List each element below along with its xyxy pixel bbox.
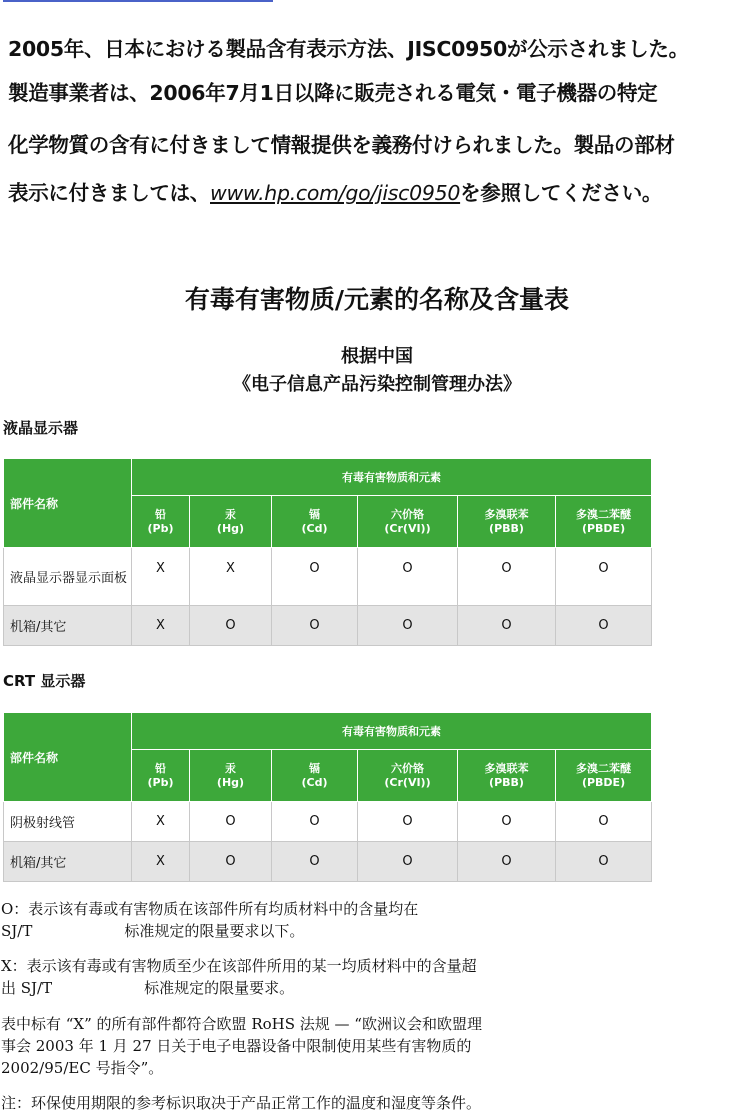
cell-value: O bbox=[458, 802, 556, 842]
table-row bbox=[4, 606, 652, 646]
note-rohs-line-1: 表中标有 “X” 的所有部件都符合欧盟 RoHS 法规 — “欧洲议会和欧盟理 bbox=[1, 1015, 482, 1033]
hazard-table-crt bbox=[3, 712, 652, 882]
cell-value: O bbox=[458, 548, 556, 606]
note-rohs-line-3: 2002/95/EC 号指令”。 bbox=[1, 1059, 164, 1077]
jp-notice-line-3: 化学物質の含有に付きまして情報提供を義務付けられました。製品の部材 bbox=[8, 133, 675, 157]
col-header-cd: 镉 (Cd) bbox=[272, 496, 358, 548]
section-title-lcd: 液晶显示器 bbox=[3, 419, 79, 437]
jisc-link[interactable]: www.hp.com/go/jisc0950 bbox=[210, 181, 461, 205]
cell-value: X bbox=[132, 842, 190, 882]
cell-value: O bbox=[358, 802, 458, 842]
col-header-cd: 镉 (Cd) bbox=[272, 750, 358, 802]
note-o-line-2: SJ/T 标准规定的限量要求以下。 bbox=[1, 922, 305, 940]
cell-value: X bbox=[190, 548, 272, 606]
cell-value: O bbox=[556, 548, 652, 606]
cell-value: O bbox=[556, 802, 652, 842]
cell-value: O bbox=[272, 606, 358, 646]
header-part-name: 部件名称 bbox=[4, 459, 132, 548]
section-title-crt: CRT 显示器 bbox=[3, 672, 86, 690]
note-x-line-2: 出 SJ/T 标准规定的限量要求。 bbox=[1, 979, 295, 997]
table-row bbox=[4, 548, 652, 606]
row-name: 机箱/其它 bbox=[4, 606, 132, 646]
jp-notice-line-4 bbox=[8, 176, 748, 206]
hazard-table-lcd bbox=[3, 458, 652, 646]
cell-value: O bbox=[272, 842, 358, 882]
subtitle-line-1: 根据中国 bbox=[341, 346, 413, 367]
jp-notice-suffix: を参照してください。 bbox=[460, 181, 663, 205]
jp-notice-line-2: 製造事業者は、2006年7月1日以降に販売される電気・電子機器の特定 bbox=[8, 81, 658, 105]
col-header-pb: 铅 (Pb) bbox=[132, 496, 190, 548]
col-header-pbb: 多溴联苯 (PBB) bbox=[458, 496, 556, 548]
header-part-name: 部件名称 bbox=[4, 713, 132, 802]
note-x-line-1: X：表示该有毒或有害物质至少在该部件所用的某一均质材料中的含量超 bbox=[1, 957, 477, 975]
cell-value: X bbox=[132, 802, 190, 842]
table-row bbox=[4, 842, 652, 882]
header-substances: 有毒有害物质和元素 bbox=[132, 713, 652, 750]
top-rule bbox=[3, 0, 273, 2]
note-o bbox=[1, 898, 651, 942]
col-header-hg: 汞 (Hg) bbox=[190, 750, 272, 802]
cell-value: O bbox=[358, 548, 458, 606]
col-header-pbde: 多溴二苯醚 (PBDE) bbox=[556, 496, 652, 548]
row-name: 阴极射线管 bbox=[4, 802, 132, 842]
header-substances: 有毒有害物质和元素 bbox=[132, 459, 652, 496]
cell-value: O bbox=[458, 842, 556, 882]
table-row bbox=[4, 802, 652, 842]
cell-value: X bbox=[132, 548, 190, 606]
col-header-hg: 汞 (Hg) bbox=[190, 496, 272, 548]
cell-value: O bbox=[358, 606, 458, 646]
col-header-pbde: 多溴二苯醚 (PBDE) bbox=[556, 750, 652, 802]
page-title: 有毒有害物质/元素的名称及含量表 bbox=[184, 285, 570, 314]
note-rohs-line-2: 事会 2003 年 1 月 27 日关于电子电器设备中限制使用某些有害物质的 bbox=[1, 1037, 472, 1055]
col-header-pb: 铅 (Pb) bbox=[132, 750, 190, 802]
row-name: 机箱/其它 bbox=[4, 842, 132, 882]
cell-value: O bbox=[272, 802, 358, 842]
cell-value: X bbox=[132, 606, 190, 646]
cell-value: O bbox=[556, 606, 652, 646]
cell-value: O bbox=[358, 842, 458, 882]
cell-value: O bbox=[190, 802, 272, 842]
cell-value: O bbox=[458, 606, 556, 646]
note-o-line-1: O：表示该有毒或有害物质在该部件所有均质材料中的含量均在 bbox=[1, 900, 419, 918]
cell-value: O bbox=[190, 842, 272, 882]
cell-value: O bbox=[272, 548, 358, 606]
subtitle-line-2: 《电子信息产品污染控制管理办法》 bbox=[233, 374, 521, 395]
note-footer: 注：环保使用期限的参考标识取决于产品正常工作的温度和湿度等条件。 bbox=[1, 1094, 482, 1112]
col-header-cr6: 六价铬 (Cr(VI)) bbox=[358, 496, 458, 548]
cell-value: O bbox=[190, 606, 272, 646]
jp-notice-prefix: 表示に付きましては、 bbox=[8, 181, 210, 205]
jp-notice-line-1: 2005年、日本における製品含有表示方法、JISC0950が公示されました。 bbox=[8, 37, 689, 61]
col-header-pbb: 多溴联苯 (PBB) bbox=[458, 750, 556, 802]
note-x bbox=[1, 955, 651, 999]
note-rohs bbox=[1, 1013, 651, 1079]
col-header-cr6: 六价铬 (Cr(VI)) bbox=[358, 750, 458, 802]
row-name: 液晶显示器显示面板 bbox=[4, 548, 132, 606]
cell-value: O bbox=[556, 842, 652, 882]
